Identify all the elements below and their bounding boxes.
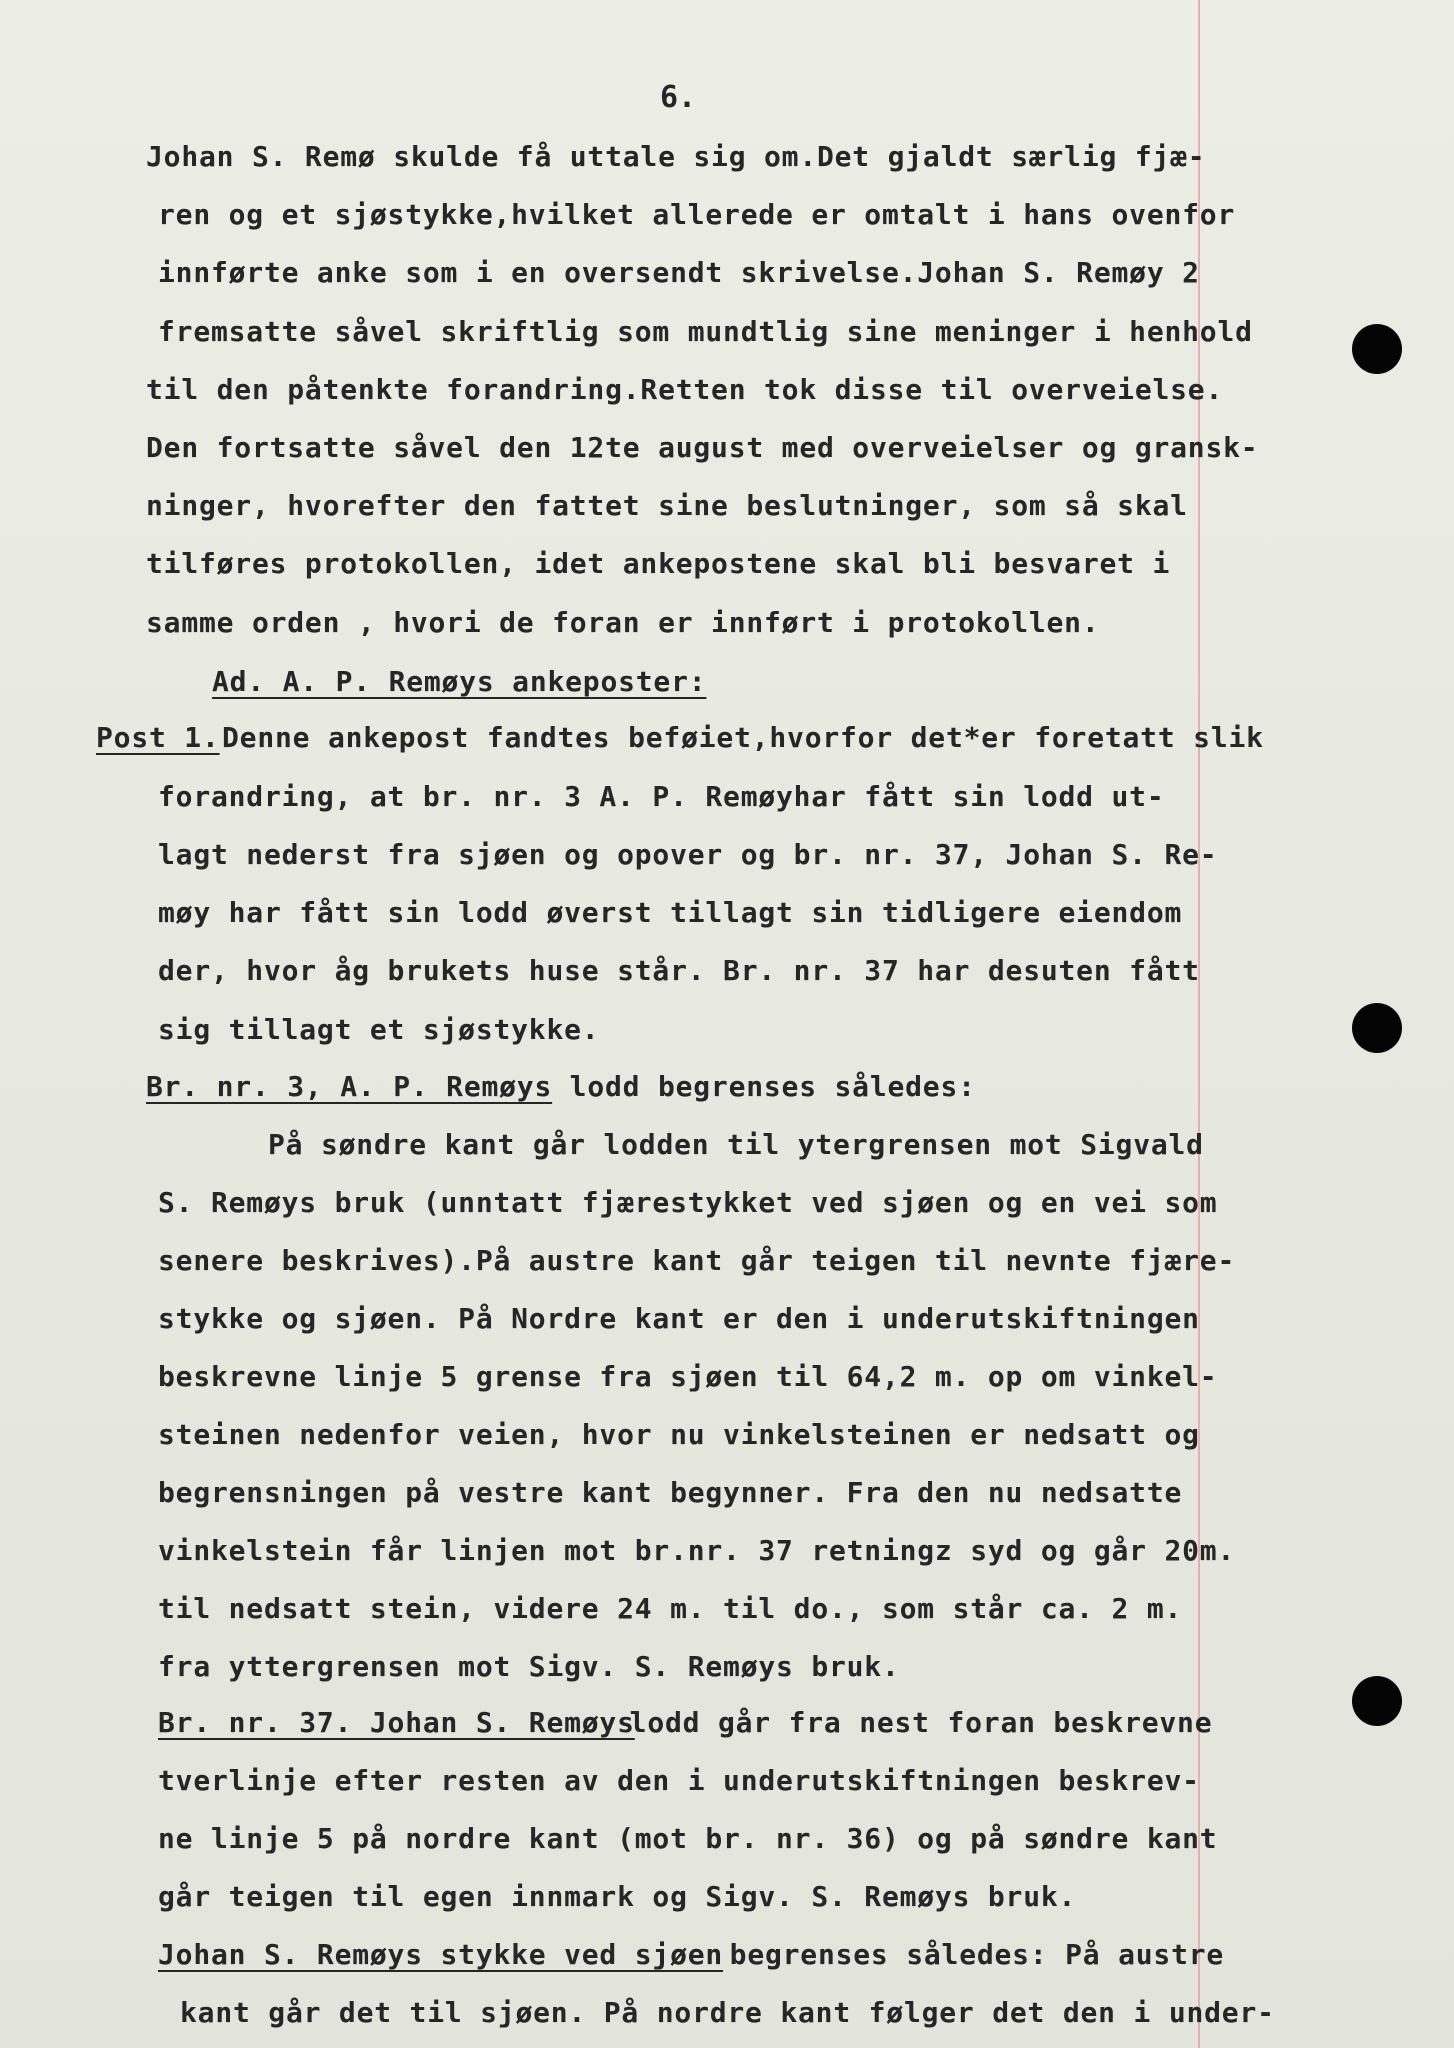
- text-line: samme orden , hvori de foran er innført i protokollen.: [146, 606, 1100, 639]
- text-line: lodd går fra nest foran beskrevne: [612, 1706, 1213, 1739]
- text-line: Den fortsatte såvel den 12te august med overveielser og gransk-: [146, 431, 1259, 464]
- text-line: begrensningen på vestre kant begynner. Fra den nu nedsatte: [158, 1476, 1183, 1509]
- subheading-stykke-ved-sjoen: Johan S. Remøys stykke ved sjøen: [158, 1938, 724, 1971]
- punch-hole: [1352, 324, 1402, 374]
- text-line: innførte anke som i en oversendt skrivelse.Johan S. Remøy 2: [158, 256, 1200, 289]
- punch-hole: [1352, 1003, 1402, 1053]
- post-label: Post 1.: [96, 721, 220, 754]
- text-line: senere beskrives).På austre kant går teigen til nevnte fjære-: [158, 1244, 1236, 1277]
- section-heading: Ad. A. P. Remøys ankeposter:: [212, 665, 707, 698]
- page-number: 6.: [660, 80, 697, 115]
- text-line: Johan S. Remø skulde få uttale sig om.Det gjaldt særlig fjæ-: [146, 140, 1206, 173]
- text-line: ne linje 5 på nordre kant (mot br. nr. 36) og på søndre kant: [158, 1822, 1218, 1855]
- text-line: steinen nedenfor veien, hvor nu vinkelsteinen er nedsatt og: [158, 1418, 1200, 1451]
- text-line: sig tillagt et sjøstykke.: [158, 1013, 600, 1046]
- text-line: ren og et sjøstykke,hvilket allerede er omtalt i hans ovenfor: [158, 198, 1236, 231]
- text-line: fremsatte såvel skriftlig som mundtlig sine meninger i henhold: [158, 315, 1253, 348]
- text-line: lagt nederst fra sjøen og opover og br. nr. 37, Johan S. Re-: [158, 838, 1218, 871]
- subheading-br-nr-37: Br. nr. 37. Johan S. Remøys: [158, 1706, 635, 1739]
- text-line: der, hvor åg brukets huse står. Br. nr. 37 har desuten fått: [158, 954, 1200, 987]
- text-line: ninger, hvorefter den fattet sine beslutninger, som så skal: [146, 489, 1188, 522]
- punch-hole: [1352, 1676, 1402, 1726]
- text-line: til nedsatt stein, videre 24 m. til do., som står ca. 2 m.: [158, 1592, 1183, 1625]
- text-line: stykke og sjøen. På Nordre kant er den i underutskiftningen: [158, 1302, 1200, 1335]
- text-line: begrenses således: På austre: [712, 1938, 1225, 1971]
- text-line: fra yttergrensen mot Sigv. S. Remøys bruk.: [158, 1650, 900, 1683]
- text-line: På søndre kant går lodden til ytergrensen mot Sigvald: [268, 1128, 1204, 1161]
- text-line: lodd begrenses således:: [552, 1070, 976, 1103]
- text-line: til den påtenkte forandring.Retten tok disse til overveielse.: [146, 373, 1224, 406]
- text-line: vinkelstein får linjen mot br.nr. 37 retningz syd og går 20m.: [158, 1534, 1236, 1567]
- subheading-br-nr-3: Br. nr. 3, A. P. Remøys: [146, 1070, 553, 1103]
- text-line: møy har fått sin lodd øverst tillagt sin tidligere eiendom: [158, 896, 1183, 929]
- text-line: S. Remøys bruk (unntatt fjærestykket ved sjøen og en vei som: [158, 1186, 1218, 1219]
- margin-line: [1198, 0, 1200, 2048]
- text-line: går teigen til egen innmark og Sigv. S. Remøys bruk.: [158, 1880, 1077, 1913]
- text-line: forandring, at br. nr. 3 A. P. Remøyhar fått sin lodd ut-: [158, 780, 1165, 813]
- text-line: beskrevne linje 5 grense fra sjøen til 64,2 m. op om vinkel-: [158, 1360, 1218, 1393]
- text-line: tverlinje efter resten av den i underutskiftningen beskrev-: [158, 1764, 1200, 1797]
- text-line: kant går det til sjøen. På nordre kant følger det den i under-: [180, 1996, 1275, 2029]
- text-line: Denne ankepost fandtes beføiet,hvorfor det*er foretatt slik: [222, 721, 1264, 754]
- text-line: tilføres protokollen, idet ankepostene skal bli besvaret i: [146, 547, 1171, 580]
